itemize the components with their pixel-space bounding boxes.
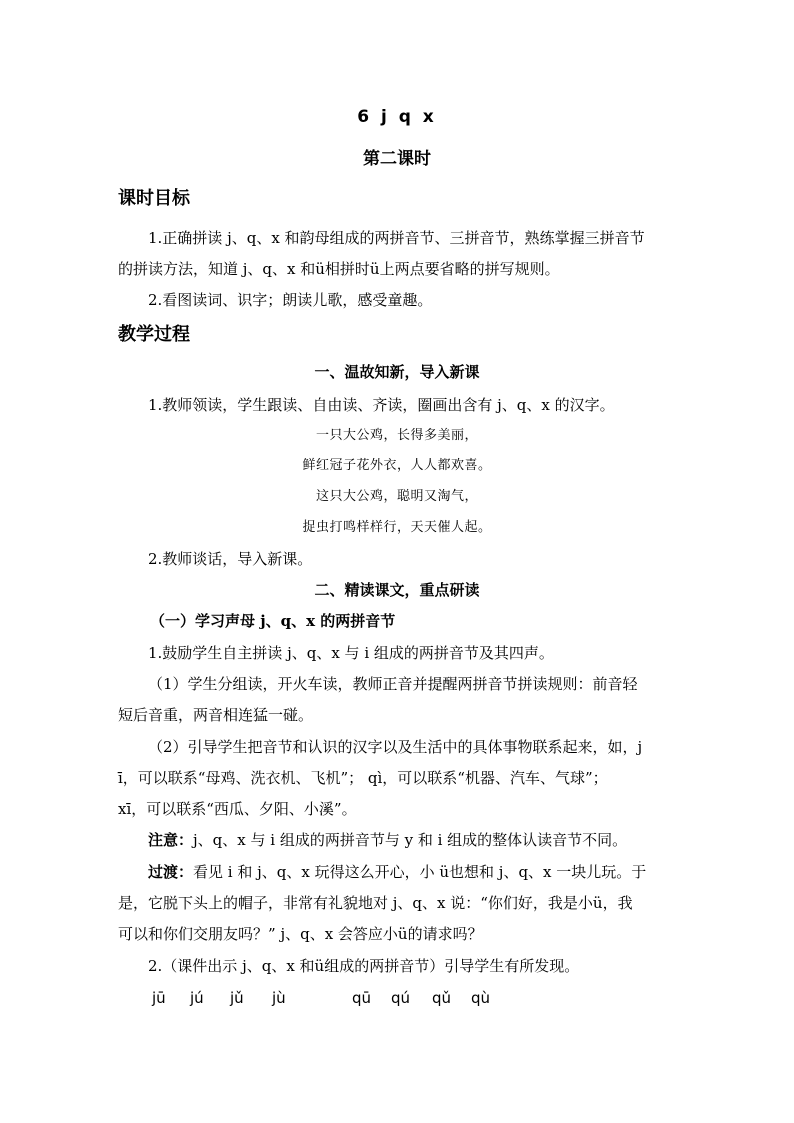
pinyin-syllable: qú bbox=[391, 989, 411, 1007]
sub-point-1-line-1: （1）学生分组读，开火车读，教师正音并提醒两拼音节拼读规则：前音轻 bbox=[148, 675, 638, 693]
pinyin-syllable: qù bbox=[471, 989, 491, 1007]
goals-heading: 课时目标 bbox=[118, 188, 190, 209]
pinyin-syllable: jú bbox=[190, 989, 204, 1007]
part-1-heading: 一、温故知新，导入新课 bbox=[314, 363, 480, 381]
subsection-1-item-1: 1.鼓励学生自主拼读 j、q、x 与 i 组成的两拼音节及其四声。 bbox=[148, 644, 554, 662]
goal-1-line-2: 的拼读方法，知道 j、q、x 和ü相拼时ü上两点要省略的拼写规则。 bbox=[118, 260, 560, 278]
lesson-title: 6 j q x bbox=[357, 107, 437, 127]
pinyin-syllable: jū bbox=[152, 989, 166, 1007]
poem-line-4: 捉虫打鸣样样行，天天催人起。 bbox=[302, 520, 492, 535]
pinyin-syllable: qū bbox=[352, 989, 372, 1007]
goal-2: 2.看图读词、识字；朗读儿歌，感受童趣。 bbox=[148, 291, 433, 309]
goal-1-line-1: 1.正确拼读 j、q、x 和韵母组成的两拼音节、三拼音节，熟练掌握三拼音节 bbox=[148, 229, 645, 247]
poem-line-3: 这只大公鸡，聪明又淘气， bbox=[315, 489, 478, 504]
transition-line-2: 是，它脱下头上的帽子，非常有礼貌地对 j、q、x 说：“你们好，我是小ü，我 bbox=[118, 894, 633, 912]
sub-point-1-line-2: 短后音重，两音相连猛一碰。 bbox=[118, 706, 314, 724]
part-1-item-1: 1.教师领读，学生跟读、自由读、齐读，圈画出含有 j、q、x 的汉字。 bbox=[148, 396, 615, 414]
pinyin-syllable: qǔ bbox=[432, 989, 452, 1007]
subsection-1-heading: （一）学习声母 j、q、x 的两拼音节 bbox=[150, 612, 396, 630]
sub-point-2-line-2: ī，可以联系“母鸡、洗衣机、飞机”； qì，可以联系“机器、汽车、气球”； bbox=[118, 769, 608, 787]
poem-line-1: 一只大公鸡，长得多美丽， bbox=[315, 428, 478, 443]
part-1-item-2: 2.教师谈话，导入新课。 bbox=[148, 550, 313, 568]
note-text: j、q、x 与 i 组成的两拼音节与 y 和 i 组成的整体认读音节不同。 bbox=[193, 831, 628, 849]
transition-label: 过渡： bbox=[148, 863, 194, 881]
part-2-heading: 二、精读课文，重点研读 bbox=[314, 581, 480, 599]
pinyin-syllable: jǔ bbox=[230, 989, 244, 1007]
process-heading: 教学过程 bbox=[118, 324, 190, 345]
pinyin-syllable: jù bbox=[272, 989, 286, 1007]
transition-text-1: 看见 i 和 j、q、x 玩得这么开心，小 ü也想和 j、q、x 一块儿玩。于 bbox=[193, 863, 647, 881]
lesson-subtitle: 第二课时 bbox=[363, 149, 431, 169]
transition-line-3: 可以和你们交朋友吗？” j、q、x 会答应小ü的请求吗？ bbox=[118, 925, 483, 943]
note-label: 注意： bbox=[148, 831, 194, 849]
sub-point-2-line-3: xī，可以联系“西瓜、夕阳、小溪”。 bbox=[118, 800, 357, 818]
transition-line-1 bbox=[148, 862, 646, 882]
sub-point-2-line-1: （2）引导学生把音节和认识的汉字以及生活中的具体事物联系起来，如，j bbox=[148, 738, 643, 756]
note-paragraph bbox=[148, 830, 627, 850]
subsection-1-item-2: 2.（课件出示 j、q、x 和ü组成的两拼音节）引导学生有所发现。 bbox=[148, 957, 580, 975]
poem-line-2: 鲜红冠子花外衣，人人都欢喜。 bbox=[302, 458, 492, 473]
